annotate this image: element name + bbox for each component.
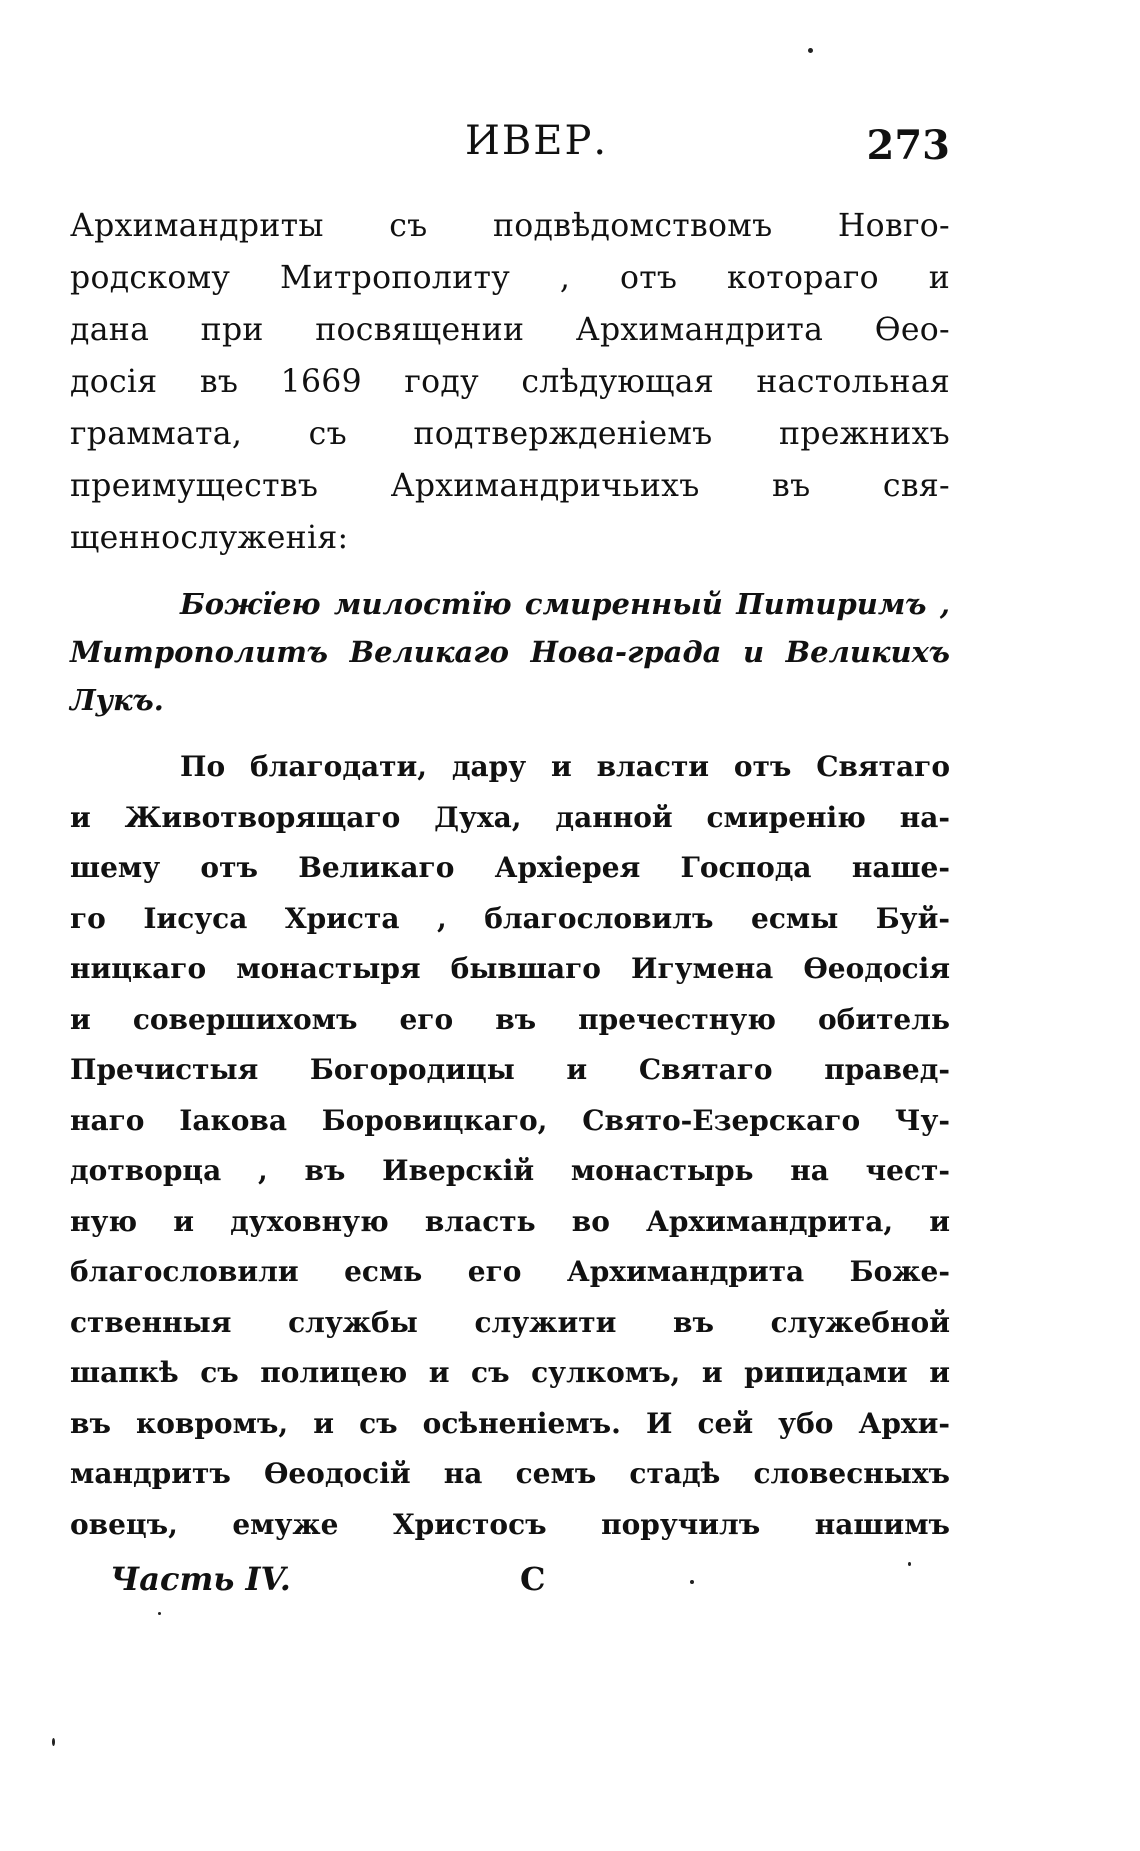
signature-mark: С xyxy=(520,1560,546,1598)
grammata-line: и совершихомъ его въ пречестную обитель xyxy=(70,1002,950,1036)
running-head xyxy=(70,118,950,178)
text-line: щеннослуженія: xyxy=(70,520,349,556)
grammata-line: и Животворящаго Духа, данной смиренію на- xyxy=(70,800,950,834)
grammata-line: благословили есмь его Архимандрита Боже- xyxy=(70,1255,950,1288)
grammata-salutation xyxy=(70,580,950,724)
grammata-line: ственныя службы служити въ служебной xyxy=(70,1305,950,1339)
scan-speck xyxy=(908,1562,911,1566)
page-number: 273 xyxy=(866,122,950,169)
intro-paragraph xyxy=(70,200,950,564)
grammata-line: въ ковромъ, и съ осѣненіемъ. И сей убо Архи- xyxy=(70,1406,950,1440)
text-line: досія въ 1669 году слѣдующая настольная xyxy=(70,364,950,400)
scan-speck xyxy=(52,1738,55,1746)
grammata-line: По благодати, дару и власти отъ Святаго xyxy=(180,750,950,783)
grammata-line: мандритъ Ѳеодосій на семъ стадѣ словесныхъ xyxy=(70,1457,950,1490)
grammata-line: шему отъ Великаго Архіерея Господа наше- xyxy=(70,851,950,884)
text-line: граммата, съ подтвержденіемъ прежнихъ xyxy=(70,416,950,452)
text-line: дана при посвящении Архимандрита Ѳео- xyxy=(70,312,950,348)
salutation-line: Лукъ. xyxy=(70,683,164,717)
grammata-line: Пречистыя Богородицы и Святаго правед- xyxy=(70,1053,950,1086)
scan-speck xyxy=(808,48,813,53)
grammata-line: дотворца , въ Иверскій монастырь на чест- xyxy=(70,1154,950,1187)
text-line: родскому Митрополиту , отъ котораго и xyxy=(70,260,950,296)
part-label: Часть IV. xyxy=(110,1560,291,1598)
grammata-text xyxy=(70,742,950,1550)
scan-speck xyxy=(690,1580,694,1584)
grammata-line: шапкѣ съ полицею и съ сулкомъ, и рипидами и xyxy=(70,1356,950,1389)
grammata-line: наго Іакова Боровицкаго, Свято-Езерскаго Чу- xyxy=(70,1103,950,1137)
scan-speck xyxy=(158,1612,161,1615)
grammata-line: овецъ, емуже Христосъ поручилъ нашимъ xyxy=(70,1507,950,1541)
text-line: Архимандриты съ подвѣдомствомъ Новго- xyxy=(70,208,950,244)
grammata-line: ную и духовную власть во Архимандрита, и xyxy=(70,1204,950,1238)
salutation-line: Митрополитъ Великаго Нова-града и Великихъ xyxy=(70,635,950,669)
text-line: преимуществъ Архимандричьихъ въ свя- xyxy=(70,468,950,504)
running-title: ИВЕР. xyxy=(465,118,609,164)
salutation-line: Божїею милостїю смиренный Питиримъ , xyxy=(180,587,950,621)
grammata-line: го Іисуса Христа , благословилъ есмы Буй- xyxy=(70,901,950,935)
page-footer xyxy=(70,1560,950,1610)
grammata-line: ницкаго монастыря бывшаго Игумена Ѳеодосія xyxy=(70,952,950,985)
